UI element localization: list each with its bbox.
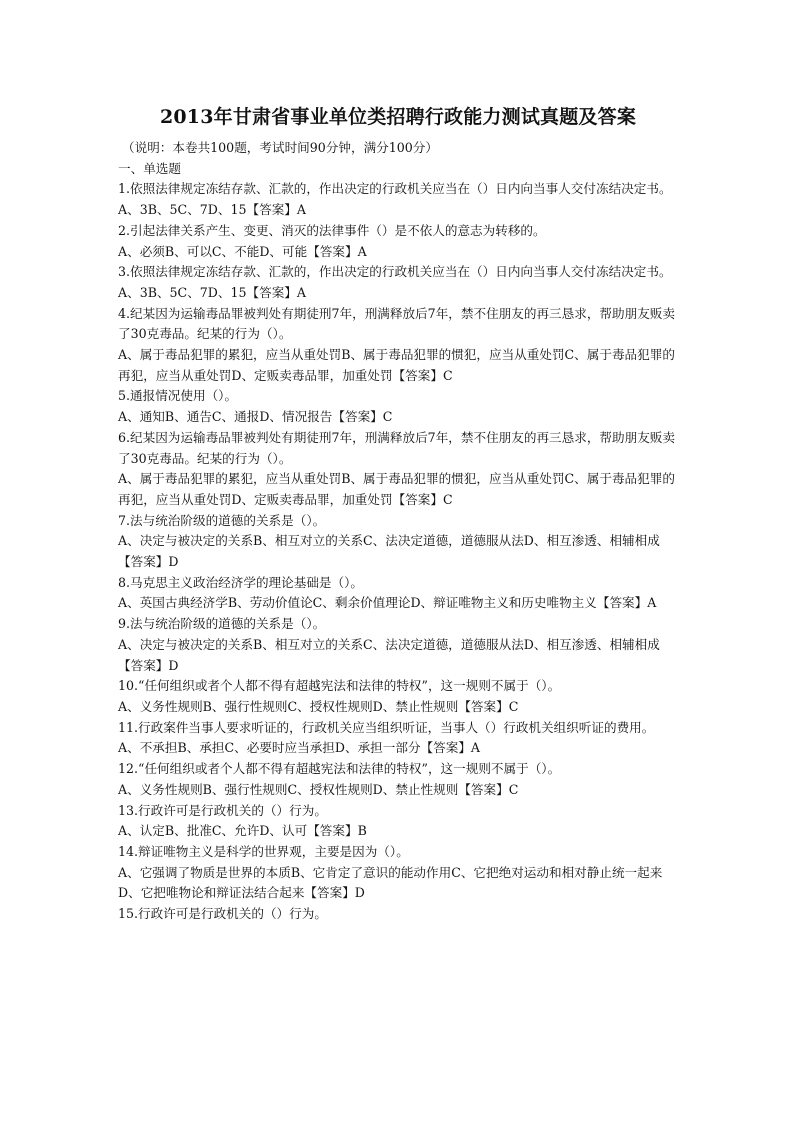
q2-options: A、必须B、可以C、不能D、可能【答案】A (118, 243, 367, 259)
q1-options: A、3B、5C、7D、15【答案】A (118, 202, 306, 218)
q6-text: 6.纪某因为运输毒品罪被判处有期徒刑7年，刑满释放后7年，禁不住朋友的再三恳求，帮助朋友贩卖了30克毒品。纪某的行为（）。 (118, 429, 675, 466)
q5-text: 5.通报情况使用（）。 (118, 388, 238, 404)
question-list (118, 179, 678, 924)
q11-options: A、不承担B、承担C、必要时应当承担D、承担一部分【答案】A (118, 740, 481, 756)
q5-options: A、通知B、通告C、通报D、情况报告【答案】C (118, 409, 393, 425)
q3-options: A、3B、5C、7D、15【答案】A (118, 284, 306, 300)
q15-text: 15.行政许可是行政机关的（）行为。 (118, 906, 327, 922)
q10-text: 10.“任何组织或者个人都不得有超越宪法和法律的特权”，这一规则不属于（）。 (118, 678, 561, 694)
q6-options: A、属于毒品犯罪的累犯，应当从重处罚B、属于毒品犯罪的惯犯，应当从重处罚C、属于毒品犯罪的再犯，应当从重处罚D、定贩卖毒品罪，加重处罚【答案】C (118, 471, 675, 507)
q13-options: A、认定B、批准C、允许D、认可【答案】B (118, 823, 367, 839)
q11-text: 11.行政案件当事人要求听证的，行政机关应当组织听证，当事人（）行政机关组织听证的费用。 (118, 719, 655, 735)
document-title: 2013年甘肃省事业单位类招聘行政能力测试真题及答案 (159, 106, 637, 128)
q4-options: A、属于毒品犯罪的累犯，应当从重处罚B、属于毒品犯罪的惯犯，应当从重处罚C、属于毒品犯罪的再犯，应当从重处罚D、定贩卖毒品罪，加重处罚【答案】C (118, 347, 675, 383)
q1-text: 1.依照法律规定冻结存款、汇款的，作出决定的行政机关应当在（）日内向当事人交付冻结决定书。 (118, 181, 672, 197)
q9-text: 9.法与统治阶级的道德的关系是（）。 (118, 616, 326, 632)
q7-options: A、决定与被决定的关系B、相互对立的关系C、法决定道德，道德服从法D、相互渗透、相辅相成【答案】D (118, 533, 660, 570)
q3-text: 3.依照法律规定冻结存款、汇款的，作出决定的行政机关应当在（）日内向当事人交付冻结决定书。 (118, 264, 672, 280)
q2-text: 2.引起法律关系产生、变更、消灭的法律事件（）是不依人的意志为转移的。 (118, 222, 546, 238)
q8-options: A、英国古典经济学B、劳动价值论C、剩余价值理论D、辩证唯物主义和历史唯物主义【答案】A (118, 595, 657, 611)
q8-text: 8.马克思主义政治经济学的理论基础是（）。 (118, 574, 363, 590)
q14-text: 14.辩证唯物主义是科学的世界观，主要是因为（）。 (118, 843, 409, 859)
q12-text: 12.“任何组织或者个人都不得有超越宪法和法律的特权”，这一规则不属于（）。 (118, 761, 561, 777)
q4-text: 4.纪某因为运输毒品罪被判处有期徒刑7年，刑满释放后7年，禁不住朋友的再三恳求，帮助朋友贩卖了30克毒品。纪某的行为（）。 (118, 305, 675, 342)
q14-options: A、它强调了物质是世界的本质B、它肯定了意识的能动作用C、它把绝对运动和相对静止统一起来D、它把唯物论和辩证法结合起来【答案】D (118, 864, 663, 901)
q7-text: 7.法与统治阶级的道德的关系是（）。 (118, 512, 326, 528)
q9-options: A、决定与被决定的关系B、相互对立的关系C、法决定道德，道德服从法D、相互渗透、相辅相成【答案】D (118, 636, 660, 673)
section-heading: 一、单选题 (118, 160, 181, 176)
q13-text: 13.行政许可是行政机关的（）行为。 (118, 802, 327, 818)
exam-instructions: （说明：本卷共100题，考试时间90分钟，满分100分） (122, 140, 438, 155)
document-page (118, 104, 678, 925)
q12-options: A、义务性规则B、强行性规则C、授权性规则D、禁止性规则【答案】C (118, 781, 519, 797)
q10-options: A、义务性规则B、强行性规则C、授权性规则D、禁止性规则【答案】C (118, 698, 519, 714)
